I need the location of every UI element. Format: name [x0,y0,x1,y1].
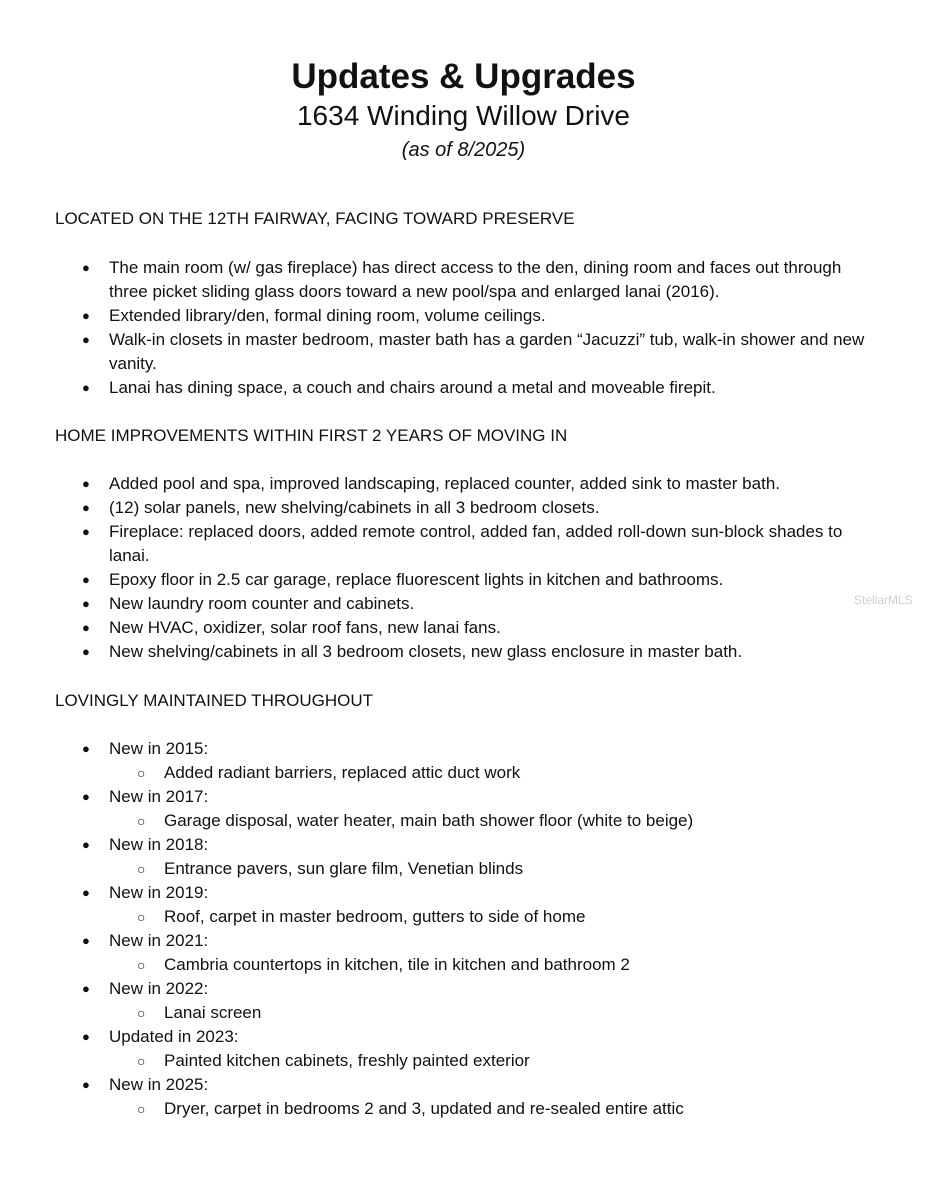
bullet-icon: ● [82,596,90,611]
bullet-icon: ● [82,500,90,515]
bullet-icon: ● [82,620,90,635]
bullet-icon: ● [82,789,90,804]
bullet-icon: ● [82,933,90,948]
bullet-icon: ● [82,981,90,996]
mls-watermark: StellarMLS [854,593,913,607]
circle-bullet-icon: ○ [137,957,146,973]
bullet-icon: ● [82,260,90,275]
sub-list [109,905,867,929]
list-item: ● Extended library/den, formal dining room, volume ceilings. [0,304,927,328]
section-heading-improvements: HOME IMPROVEMENTS WITHIN FIRST 2 YEARS OF MOVING IN [55,426,568,445]
sub-list-item: ○ Entrance pavers, sun glare film, Venetian blinds [109,857,867,881]
sub-list [109,1097,867,1121]
year-group: ● New in 2022: ○ Lanai screen [0,977,927,1025]
circle-bullet-icon: ○ [137,909,146,925]
bullet-icon: ● [82,1029,90,1044]
bullet-icon: ● [82,837,90,852]
year-group: ● New in 2018: ○ Entrance pavers, sun glare film, Venetian blinds [0,833,927,881]
circle-bullet-icon: ○ [137,813,146,829]
bullet-icon: ● [82,332,90,347]
sub-list [109,1001,867,1025]
year-group: ● New in 2017: ○ Garage disposal, water heater, main bath shower floor (white to beige) [0,785,927,833]
list-item: ● Epoxy floor in 2.5 car garage, replace fluorescent lights in kitchen and bathrooms. [0,568,927,592]
list-item: ● The main room (w/ gas fireplace) has direct access to the den, dining room and faces out through three picket sliding glass doors toward a new pool/spa and enlarged lanai (2016). [82,258,842,301]
circle-bullet-icon: ○ [137,1053,146,1069]
circle-bullet-icon: ○ [137,765,146,781]
sub-list [109,761,867,785]
circle-bullet-icon: ○ [137,1005,146,1021]
section-heading-maintained: LOVINGLY MAINTAINED THROUGHOUT [55,691,374,710]
list-item: ● New HVAC, oxidizer, solar roof fans, new lanai fans. [0,616,927,640]
sub-list [109,809,867,833]
sub-list-item: ○ Added radiant barriers, replaced attic duct work [109,761,867,785]
bullet-icon: ● [82,741,90,756]
list-item: ● Lanai has dining space, a couch and chairs around a metal and moveable firepit. [0,376,927,400]
year-group: ● Updated in 2023: ○ Painted kitchen cabinets, freshly painted exterior [0,1025,927,1073]
sub-list-item: ○ Cambria countertops in kitchen, tile in kitchen and bathroom 2 [109,953,867,977]
maintenance-list [0,737,927,1121]
sub-list-item: ○ Dryer, carpet in bedrooms 2 and 3, updated and re-sealed entire attic [109,1097,867,1121]
bullet-icon: ● [82,644,90,659]
sub-list [109,1049,867,1073]
list-item: ● (12) solar panels, new shelving/cabinets in all 3 bedroom closets. [0,496,927,520]
sub-list-item: ○ Garage disposal, water heater, main bath shower floor (white to beige) [109,809,867,833]
year-group: ● New in 2021: ○ Cambria countertops in kitchen, tile in kitchen and bathroom 2 [0,929,927,977]
circle-bullet-icon: ○ [137,861,146,877]
sub-list [109,953,867,977]
title-block [0,56,927,166]
bullet-icon: ● [82,524,90,539]
list-item: ● Walk-in closets in master bedroom, master bath has a garden “Jacuzzi” tub, walk-in shower and new vanity. [82,330,865,373]
list-item: ● New laundry room counter and cabinets. [0,592,927,616]
bullet-icon: ● [82,1077,90,1092]
bullet-icon: ● [82,380,90,395]
property-address: 1634 Winding Willow Drive [296,100,630,131]
bullet-icon: ● [82,476,90,491]
year-group: ● New in 2019: ○ Roof, carpet in master bedroom, gutters to side of home [0,881,927,929]
bullet-icon: ● [82,885,90,900]
year-group: ● New in 2015: ○ Added radiant barriers, replaced attic duct work [0,737,927,785]
circle-bullet-icon: ○ [137,1101,146,1117]
year-group: ● New in 2025: ○ Dryer, carpet in bedrooms 2 and 3, updated and re-sealed entire attic [0,1073,927,1121]
list-item: ● New shelving/cabinets in all 3 bedroom closets, new glass enclosure in master bath. [0,640,927,664]
sub-list-item: ○ Lanai screen [109,1001,867,1025]
location-list [0,256,927,400]
bullet-icon: ● [82,308,90,323]
list-item: ● Fireplace: replaced doors, added remote control, added fan, added roll-down sun-block shades to lanai. [82,522,843,565]
document-title: Updates & Upgrades [291,57,636,96]
section-heading-location: LOCATED ON THE 12TH FAIRWAY, FACING TOWARD PRESERVE [55,209,575,228]
list-item: ● Added pool and spa, improved landscaping, replaced counter, added sink to master bath. [0,472,927,496]
sub-list-item: ○ Painted kitchen cabinets, freshly painted exterior [109,1049,867,1073]
sub-list [109,857,867,881]
improvements-list [0,472,927,664]
as-of-date: (as of 8/2025) [401,139,526,161]
sub-list-item: ○ Roof, carpet in master bedroom, gutters to side of home [109,905,867,929]
bullet-icon: ● [82,572,90,587]
